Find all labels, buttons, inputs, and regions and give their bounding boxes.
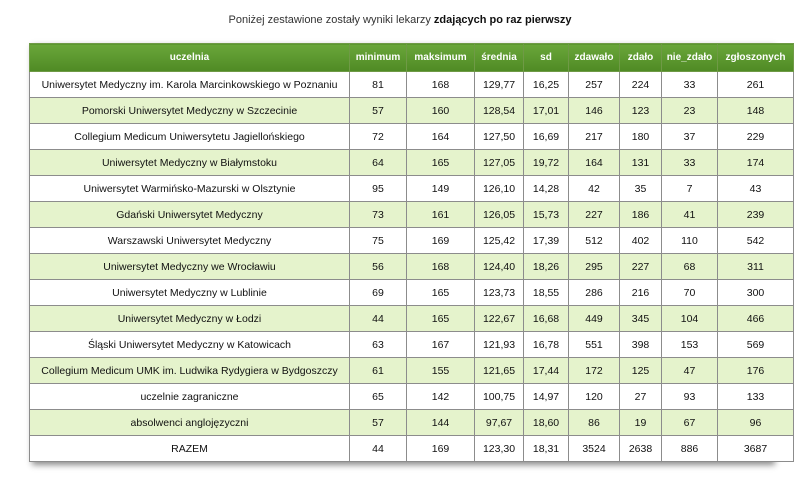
cell-zgloszonych: 174 <box>718 150 794 176</box>
table-caption <box>0 14 800 26</box>
cell-maksimum: 142 <box>407 384 475 410</box>
cell-zgloszonych: 239 <box>718 202 794 228</box>
cell-uczelnia: uczelnie zagraniczne <box>30 384 350 410</box>
cell-uczelnia: Collegium Medicum Uniwersytetu Jagiellońskiego <box>30 124 350 150</box>
cell-zdalo: 227 <box>620 254 662 280</box>
cell-zgloszonych: 96 <box>718 410 794 436</box>
cell-sd: 17,44 <box>524 358 569 384</box>
cell-maksimum: 160 <box>407 98 475 124</box>
cell-zgloszonych: 229 <box>718 124 794 150</box>
cell-zdalo: 2638 <box>620 436 662 462</box>
cell-uczelnia: Uniwersytet Medyczny w Łodzi <box>30 306 350 332</box>
cell-srednia: 122,67 <box>475 306 524 332</box>
cell-zgloszonych: 542 <box>718 228 794 254</box>
table-row <box>30 410 794 436</box>
cell-sd: 18,55 <box>524 280 569 306</box>
cell-nie-zdalo: 23 <box>662 98 718 124</box>
table-row <box>30 176 794 202</box>
cell-zdawalo: 217 <box>569 124 620 150</box>
cell-srednia: 121,93 <box>475 332 524 358</box>
cell-minimum: 44 <box>350 306 407 332</box>
cell-minimum: 75 <box>350 228 407 254</box>
cell-minimum: 56 <box>350 254 407 280</box>
caption-text: Poniżej zestawione zostały wyniki lekarzy <box>228 14 434 26</box>
cell-zdawalo: 257 <box>569 72 620 98</box>
cell-sd: 16,68 <box>524 306 569 332</box>
cell-sd: 18,60 <box>524 410 569 436</box>
cell-nie-zdalo: 67 <box>662 410 718 436</box>
cell-nie-zdalo: 7 <box>662 176 718 202</box>
cell-zgloszonych: 43 <box>718 176 794 202</box>
cell-maksimum: 144 <box>407 410 475 436</box>
table-row <box>30 384 794 410</box>
cell-zgloszonych: 261 <box>718 72 794 98</box>
cell-srednia: 126,05 <box>475 202 524 228</box>
cell-sd: 16,69 <box>524 124 569 150</box>
cell-maksimum: 149 <box>407 176 475 202</box>
cell-sd: 16,25 <box>524 72 569 98</box>
cell-minimum: 72 <box>350 124 407 150</box>
table-row <box>30 150 794 176</box>
cell-srednia: 126,10 <box>475 176 524 202</box>
cell-srednia: 127,05 <box>475 150 524 176</box>
cell-srednia: 129,77 <box>475 72 524 98</box>
table-row <box>30 124 794 150</box>
cell-nie-zdalo: 41 <box>662 202 718 228</box>
cell-nie-zdalo: 70 <box>662 280 718 306</box>
cell-maksimum: 164 <box>407 124 475 150</box>
header-minimum: minimum <box>350 44 407 72</box>
cell-zdawalo: 512 <box>569 228 620 254</box>
cell-minimum: 44 <box>350 436 407 462</box>
cell-zgloszonych: 3687 <box>718 436 794 462</box>
cell-nie-zdalo: 110 <box>662 228 718 254</box>
header-row <box>30 44 794 72</box>
cell-zdawalo: 227 <box>569 202 620 228</box>
cell-zdawalo: 449 <box>569 306 620 332</box>
cell-uczelnia: Pomorski Uniwersytet Medyczny w Szczecinie <box>30 98 350 124</box>
cell-zgloszonych: 311 <box>718 254 794 280</box>
cell-srednia: 97,67 <box>475 410 524 436</box>
cell-zdawalo: 164 <box>569 150 620 176</box>
cell-minimum: 73 <box>350 202 407 228</box>
cell-sd: 18,26 <box>524 254 569 280</box>
cell-minimum: 57 <box>350 410 407 436</box>
results-table-container <box>29 43 786 462</box>
cell-zgloszonych: 569 <box>718 332 794 358</box>
table-row <box>30 228 794 254</box>
cell-maksimum: 169 <box>407 436 475 462</box>
cell-zgloszonych: 466 <box>718 306 794 332</box>
cell-zdalo: 398 <box>620 332 662 358</box>
cell-zdalo: 27 <box>620 384 662 410</box>
cell-minimum: 63 <box>350 332 407 358</box>
cell-minimum: 69 <box>350 280 407 306</box>
cell-uczelnia: Śląski Uniwersytet Medyczny w Katowicach <box>30 332 350 358</box>
cell-maksimum: 165 <box>407 306 475 332</box>
table-row <box>30 436 794 462</box>
cell-zdalo: 180 <box>620 124 662 150</box>
cell-maksimum: 168 <box>407 254 475 280</box>
cell-uczelnia: Uniwersytet Medyczny im. Karola Marcinkowskiego w Poznaniu <box>30 72 350 98</box>
results-table <box>29 43 794 462</box>
cell-maksimum: 168 <box>407 72 475 98</box>
table-row <box>30 306 794 332</box>
table-body <box>30 72 794 462</box>
table-row <box>30 332 794 358</box>
cell-maksimum: 161 <box>407 202 475 228</box>
cell-srednia: 123,30 <box>475 436 524 462</box>
cell-zgloszonych: 300 <box>718 280 794 306</box>
cell-zdalo: 19 <box>620 410 662 436</box>
cell-srednia: 123,73 <box>475 280 524 306</box>
cell-minimum: 81 <box>350 72 407 98</box>
cell-zdawalo: 551 <box>569 332 620 358</box>
cell-zdalo: 224 <box>620 72 662 98</box>
cell-uczelnia: absolwenci anglojęzyczni <box>30 410 350 436</box>
header-zdalo: zdało <box>620 44 662 72</box>
cell-zgloszonych: 148 <box>718 98 794 124</box>
cell-zdalo: 125 <box>620 358 662 384</box>
cell-zdalo: 402 <box>620 228 662 254</box>
cell-zgloszonych: 176 <box>718 358 794 384</box>
cell-uczelnia: Collegium Medicum UMK im. Ludwika Rydygiera w Bydgoszczy <box>30 358 350 384</box>
cell-zdawalo: 146 <box>569 98 620 124</box>
cell-srednia: 124,40 <box>475 254 524 280</box>
cell-maksimum: 167 <box>407 332 475 358</box>
cell-zdalo: 345 <box>620 306 662 332</box>
cell-sd: 14,97 <box>524 384 569 410</box>
cell-zdawalo: 295 <box>569 254 620 280</box>
cell-nie-zdalo: 37 <box>662 124 718 150</box>
cell-zdalo: 186 <box>620 202 662 228</box>
table-row <box>30 202 794 228</box>
cell-uczelnia: Gdański Uniwersytet Medyczny <box>30 202 350 228</box>
cell-uczelnia: Uniwersytet Medyczny we Wrocławiu <box>30 254 350 280</box>
cell-zdalo: 216 <box>620 280 662 306</box>
cell-sd: 17,39 <box>524 228 569 254</box>
cell-zdalo: 123 <box>620 98 662 124</box>
header-zgloszonych: zgłoszonych <box>718 44 794 72</box>
cell-zdawalo: 3524 <box>569 436 620 462</box>
cell-minimum: 64 <box>350 150 407 176</box>
cell-maksimum: 169 <box>407 228 475 254</box>
cell-minimum: 61 <box>350 358 407 384</box>
cell-srednia: 127,50 <box>475 124 524 150</box>
cell-sd: 16,78 <box>524 332 569 358</box>
cell-zdawalo: 286 <box>569 280 620 306</box>
cell-zdalo: 35 <box>620 176 662 202</box>
cell-nie-zdalo: 33 <box>662 150 718 176</box>
cell-sd: 15,73 <box>524 202 569 228</box>
cell-maksimum: 165 <box>407 150 475 176</box>
cell-sd: 17,01 <box>524 98 569 124</box>
cell-srednia: 125,42 <box>475 228 524 254</box>
cell-uczelnia: RAZEM <box>30 436 350 462</box>
cell-srednia: 100,75 <box>475 384 524 410</box>
header-srednia: średnia <box>475 44 524 72</box>
cell-srednia: 121,65 <box>475 358 524 384</box>
cell-nie-zdalo: 886 <box>662 436 718 462</box>
cell-uczelnia: Uniwersytet Medyczny w Białymstoku <box>30 150 350 176</box>
cell-nie-zdalo: 47 <box>662 358 718 384</box>
header-nie-zdalo: nie_zdało <box>662 44 718 72</box>
table-row <box>30 280 794 306</box>
cell-uczelnia: Uniwersytet Medyczny w Lublinie <box>30 280 350 306</box>
table-row <box>30 98 794 124</box>
cell-zdawalo: 172 <box>569 358 620 384</box>
header-maksimum: maksimum <box>407 44 475 72</box>
header-zdawalo: zdawało <box>569 44 620 72</box>
cell-nie-zdalo: 68 <box>662 254 718 280</box>
cell-nie-zdalo: 33 <box>662 72 718 98</box>
caption-bold-text: zdających po raz pierwszy <box>433 14 572 26</box>
cell-zdalo: 131 <box>620 150 662 176</box>
cell-nie-zdalo: 104 <box>662 306 718 332</box>
table-row <box>30 358 794 384</box>
cell-zdawalo: 42 <box>569 176 620 202</box>
header-uczelnia: uczelnia <box>30 44 350 72</box>
cell-srednia: 128,54 <box>475 98 524 124</box>
cell-minimum: 95 <box>350 176 407 202</box>
cell-zdawalo: 86 <box>569 410 620 436</box>
cell-maksimum: 165 <box>407 280 475 306</box>
cell-sd: 19,72 <box>524 150 569 176</box>
cell-sd: 14,28 <box>524 176 569 202</box>
cell-nie-zdalo: 93 <box>662 384 718 410</box>
cell-zdawalo: 120 <box>569 384 620 410</box>
cell-zgloszonych: 133 <box>718 384 794 410</box>
cell-minimum: 65 <box>350 384 407 410</box>
cell-uczelnia: Uniwersytet Warmińsko-Mazurski w Olsztynie <box>30 176 350 202</box>
table-row <box>30 254 794 280</box>
table-row <box>30 72 794 98</box>
cell-sd: 18,31 <box>524 436 569 462</box>
cell-minimum: 57 <box>350 98 407 124</box>
cell-maksimum: 155 <box>407 358 475 384</box>
header-sd: sd <box>524 44 569 72</box>
cell-uczelnia: Warszawski Uniwersytet Medyczny <box>30 228 350 254</box>
cell-nie-zdalo: 153 <box>662 332 718 358</box>
